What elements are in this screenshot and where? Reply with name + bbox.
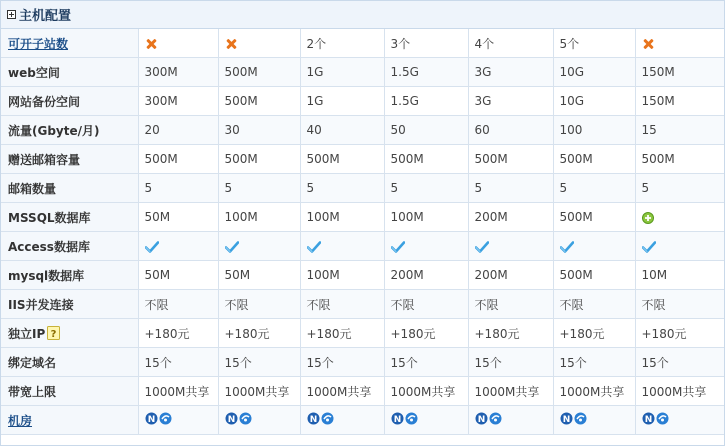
row-label-wrap [8, 122, 138, 139]
table-cell [468, 145, 553, 174]
table-cell [553, 116, 635, 145]
datacenter-icon[interactable] [560, 412, 587, 428]
table-cell [218, 406, 300, 435]
table-cell [468, 232, 553, 261]
row-label-link[interactable]: 可开子站数 [8, 36, 69, 51]
table-cell [384, 58, 468, 87]
check-icon [225, 241, 239, 253]
cell-value: 5 [144, 181, 153, 195]
config-table [1, 29, 724, 435]
table-cell [300, 29, 384, 58]
cell-value: 2个 [306, 36, 327, 51]
section-title: 主机配置 [19, 9, 72, 24]
table-cell [635, 377, 724, 406]
cell-value: 15个 [390, 355, 418, 370]
cell-value: +180元 [306, 326, 352, 341]
table-cell [384, 261, 468, 290]
cell-value: 5个 [559, 36, 580, 51]
cell-value: 30 [224, 123, 240, 137]
svg-text:N: N [227, 415, 235, 425]
svg-text:?: ? [50, 329, 57, 340]
cell-value: 不限 [474, 297, 499, 312]
table-cell [218, 261, 300, 290]
table-row [1, 174, 724, 203]
table-row [1, 29, 724, 58]
table-cell [218, 145, 300, 174]
row-label-cell [1, 377, 138, 406]
cell-value: 5 [474, 181, 483, 195]
check-icon [475, 241, 489, 253]
cell-value: 1G [306, 94, 324, 108]
plus-box-icon[interactable] [7, 10, 16, 19]
cell-value: 100M [306, 210, 340, 224]
table-cell [384, 174, 468, 203]
cell-value: 不限 [306, 297, 331, 312]
table-cell [218, 29, 300, 58]
cell-value: 500M [224, 94, 258, 108]
cell-value: 100 [559, 123, 583, 137]
table-cell [138, 58, 218, 87]
cell-value: 3个 [390, 36, 411, 51]
table-cell [138, 174, 218, 203]
cell-value: 500M [559, 268, 593, 282]
table-row [1, 116, 724, 145]
cell-value: 15个 [474, 355, 502, 370]
table-cell [635, 319, 724, 348]
table-cell [138, 377, 218, 406]
row-label: 流量(Gbyte/月) [8, 123, 100, 138]
cell-value: 15 [641, 123, 657, 137]
datacenter-icon[interactable] [145, 412, 172, 428]
cell-value: 1000M共享 [144, 384, 210, 399]
cell-value: 1000M共享 [559, 384, 625, 399]
row-label: 赠送邮箱容量 [8, 152, 81, 167]
row-label-cell[interactable] [1, 29, 138, 58]
table-cell [138, 319, 218, 348]
cell-value: 4个 [474, 36, 495, 51]
table-cell [635, 87, 724, 116]
row-label-wrap [8, 64, 138, 81]
cell-value: 200M [474, 268, 508, 282]
plus-circle-icon [642, 212, 654, 224]
table-cell [468, 29, 553, 58]
cell-value: 5 [559, 181, 568, 195]
table-row [1, 348, 724, 377]
row-label-cell [1, 203, 138, 232]
cell-value: +180元 [224, 326, 270, 341]
check-icon [145, 241, 159, 253]
table-cell [138, 261, 218, 290]
row-label-wrap [8, 383, 138, 400]
table-row [1, 87, 724, 116]
table-cell [300, 406, 384, 435]
cell-value: +180元 [390, 326, 436, 341]
table-cell [635, 232, 724, 261]
row-label-cell [1, 261, 138, 290]
cell-value: 50M [144, 268, 171, 282]
table-cell [218, 87, 300, 116]
cell-value: 200M [474, 210, 508, 224]
table-cell [384, 232, 468, 261]
table-cell [635, 203, 724, 232]
cross-icon [225, 38, 237, 50]
cell-value: 3G [474, 94, 492, 108]
table-cell [218, 203, 300, 232]
row-label-wrap [8, 412, 138, 429]
cell-value: 1000M共享 [390, 384, 456, 399]
table-cell [300, 261, 384, 290]
cell-value: 500M [144, 152, 178, 166]
row-label-cell [1, 58, 138, 87]
cell-value: 15个 [306, 355, 334, 370]
cell-value: +180元 [641, 326, 687, 341]
cell-value: 15个 [144, 355, 172, 370]
table-cell [300, 348, 384, 377]
table-cell [635, 116, 724, 145]
row-label: MSSQL数据库 [8, 210, 91, 225]
table-cell [553, 174, 635, 203]
table-cell [553, 29, 635, 58]
table-cell [635, 290, 724, 319]
svg-text:N: N [147, 415, 155, 425]
table-cell [468, 203, 553, 232]
table-cell [468, 348, 553, 377]
row-label: IIS并发连接 [8, 297, 74, 312]
row-label: Access数据库 [8, 239, 90, 254]
cell-value: +180元 [144, 326, 190, 341]
svg-text:N: N [477, 415, 485, 425]
cell-value: 1000M共享 [474, 384, 540, 399]
cell-value: 15个 [224, 355, 252, 370]
row-label-wrap [8, 325, 138, 342]
table-cell [218, 58, 300, 87]
table-cell [553, 406, 635, 435]
cell-value: 500M [224, 65, 258, 79]
table-cell [468, 406, 553, 435]
table-cell [384, 203, 468, 232]
table-cell [468, 261, 553, 290]
table-cell [300, 116, 384, 145]
cell-value: 不限 [224, 297, 249, 312]
table-cell [384, 116, 468, 145]
table-cell [384, 145, 468, 174]
table-cell [635, 348, 724, 377]
check-icon [307, 241, 321, 253]
row-label-wrap [8, 151, 138, 168]
table-cell [300, 145, 384, 174]
cell-value: 10M [641, 268, 668, 282]
row-label: 邮箱数量 [8, 181, 57, 196]
row-label: mysql数据库 [8, 268, 85, 283]
row-label-cell [1, 174, 138, 203]
check-icon [560, 241, 574, 253]
row-label-wrap [8, 93, 138, 110]
row-label-wrap [8, 238, 138, 255]
cell-value: +180元 [559, 326, 605, 341]
cell-value: 500M [390, 152, 424, 166]
cell-value: 100M [306, 268, 340, 282]
table-cell [635, 58, 724, 87]
table-cell [218, 377, 300, 406]
table-cell [218, 232, 300, 261]
row-label-cell [1, 87, 138, 116]
table-cell [218, 348, 300, 377]
cell-value: 不限 [559, 297, 584, 312]
cell-value: 60 [474, 123, 490, 137]
table-row [1, 290, 724, 319]
row-label-cell [1, 348, 138, 377]
table-row [1, 232, 724, 261]
table-cell [468, 377, 553, 406]
cell-value: 1000M共享 [306, 384, 372, 399]
table-cell [218, 174, 300, 203]
table-cell [553, 87, 635, 116]
table-row [1, 145, 724, 174]
cell-value: 50 [390, 123, 406, 137]
row-label-wrap [8, 354, 138, 371]
cell-value: 5 [306, 181, 315, 195]
table-cell [468, 58, 553, 87]
table-cell [138, 290, 218, 319]
table-cell [635, 145, 724, 174]
row-label-wrap [8, 267, 138, 284]
cell-value: 500M [474, 152, 508, 166]
table-cell [553, 261, 635, 290]
row-label-cell [1, 145, 138, 174]
cell-value: 15个 [641, 355, 669, 370]
svg-text:N: N [309, 415, 317, 425]
row-label: 独立IP [8, 326, 46, 341]
datacenter-icon[interactable] [642, 412, 669, 428]
datacenter-icon[interactable] [391, 412, 418, 428]
table-cell [553, 348, 635, 377]
table-row [1, 203, 724, 232]
cell-value: 300M [144, 94, 178, 108]
table-row [1, 261, 724, 290]
cell-value: 50M [144, 210, 171, 224]
table-cell [300, 203, 384, 232]
cross-icon [642, 38, 654, 50]
cell-value: 不限 [390, 297, 415, 312]
table-cell [553, 145, 635, 174]
cell-value: 500M [559, 210, 593, 224]
table-cell [468, 290, 553, 319]
row-label: web空间 [8, 65, 60, 80]
table-row [1, 406, 724, 435]
cell-value: +180元 [474, 326, 520, 341]
cell-value: 150M [641, 65, 675, 79]
row-label-cell[interactable] [1, 406, 138, 435]
row-label: 带宽上限 [8, 384, 57, 399]
cell-value: 1G [306, 65, 324, 79]
table-cell [300, 319, 384, 348]
table-cell [300, 290, 384, 319]
cell-value: 500M [224, 152, 258, 166]
cell-value: 10G [559, 94, 585, 108]
cell-value: 不限 [641, 297, 666, 312]
row-label-cell [1, 290, 138, 319]
cell-value: 500M [306, 152, 340, 166]
cell-value: 200M [390, 268, 424, 282]
cell-value: 50M [224, 268, 251, 282]
table-cell [635, 406, 724, 435]
cell-value: 100M [224, 210, 258, 224]
svg-text:N: N [562, 415, 570, 425]
table-cell [138, 406, 218, 435]
cell-value: 100M [390, 210, 424, 224]
table-cell [635, 29, 724, 58]
datacenter-icon[interactable] [225, 412, 252, 428]
cell-value: 1000M共享 [641, 384, 707, 399]
table-cell [553, 377, 635, 406]
table-cell [384, 29, 468, 58]
table-cell [138, 116, 218, 145]
table-cell [468, 319, 553, 348]
table-cell [138, 348, 218, 377]
row-label: 绑定域名 [8, 355, 57, 370]
cell-value: 300M [144, 65, 178, 79]
cell-value: 5 [641, 181, 650, 195]
check-icon [391, 241, 405, 253]
table-cell [218, 116, 300, 145]
table-cell [138, 145, 218, 174]
cell-value: 5 [224, 181, 233, 195]
table-row [1, 319, 724, 348]
row-label-wrap [8, 35, 138, 52]
table-cell [635, 174, 724, 203]
table-row [1, 377, 724, 406]
table-cell [553, 58, 635, 87]
cell-value: 1.5G [390, 65, 419, 79]
cell-value: 10G [559, 65, 585, 79]
cell-value: 40 [306, 123, 322, 137]
row-label: 网站备份空间 [8, 94, 81, 109]
table-cell [300, 232, 384, 261]
table-cell [553, 319, 635, 348]
table-cell [468, 87, 553, 116]
svg-text:N: N [644, 415, 652, 425]
table-cell [300, 58, 384, 87]
cross-icon [145, 38, 157, 50]
table-cell [384, 290, 468, 319]
table-cell [553, 232, 635, 261]
table-cell [138, 232, 218, 261]
table-cell [635, 261, 724, 290]
row-label-cell [1, 232, 138, 261]
table-cell [468, 116, 553, 145]
row-label-cell [1, 319, 138, 348]
row-label-cell [1, 116, 138, 145]
cell-value: 150M [641, 94, 675, 108]
cell-value: 5 [390, 181, 399, 195]
table-cell [300, 377, 384, 406]
section-header[interactable] [1, 1, 724, 29]
cell-value: 500M [559, 152, 593, 166]
table-cell [218, 290, 300, 319]
table-cell [384, 406, 468, 435]
row-label-wrap [8, 209, 138, 226]
table-cell [468, 174, 553, 203]
table-cell [218, 319, 300, 348]
table-cell [553, 203, 635, 232]
cell-value: 15个 [559, 355, 587, 370]
cell-value: 1000M共享 [224, 384, 290, 399]
table-cell [553, 290, 635, 319]
table-cell [138, 87, 218, 116]
table-cell [300, 87, 384, 116]
help-icon[interactable] [47, 326, 60, 340]
cell-value: 1.5G [390, 94, 419, 108]
check-icon [642, 241, 656, 253]
cell-value: 3G [474, 65, 492, 79]
datacenter-icon[interactable] [475, 412, 502, 428]
svg-text:N: N [393, 415, 401, 425]
cell-value: 500M [641, 152, 675, 166]
cell-value: 不限 [144, 297, 169, 312]
row-label-wrap [8, 180, 138, 197]
row-label-link[interactable]: 机房 [8, 413, 33, 428]
table-cell [384, 348, 468, 377]
datacenter-icon[interactable] [307, 412, 334, 428]
row-label-wrap [8, 296, 138, 313]
table-cell [384, 87, 468, 116]
table-cell [300, 174, 384, 203]
table-cell [384, 377, 468, 406]
cell-value: 20 [144, 123, 160, 137]
table-cell [384, 319, 468, 348]
table-cell [138, 203, 218, 232]
table-row [1, 58, 724, 87]
table-cell [138, 29, 218, 58]
